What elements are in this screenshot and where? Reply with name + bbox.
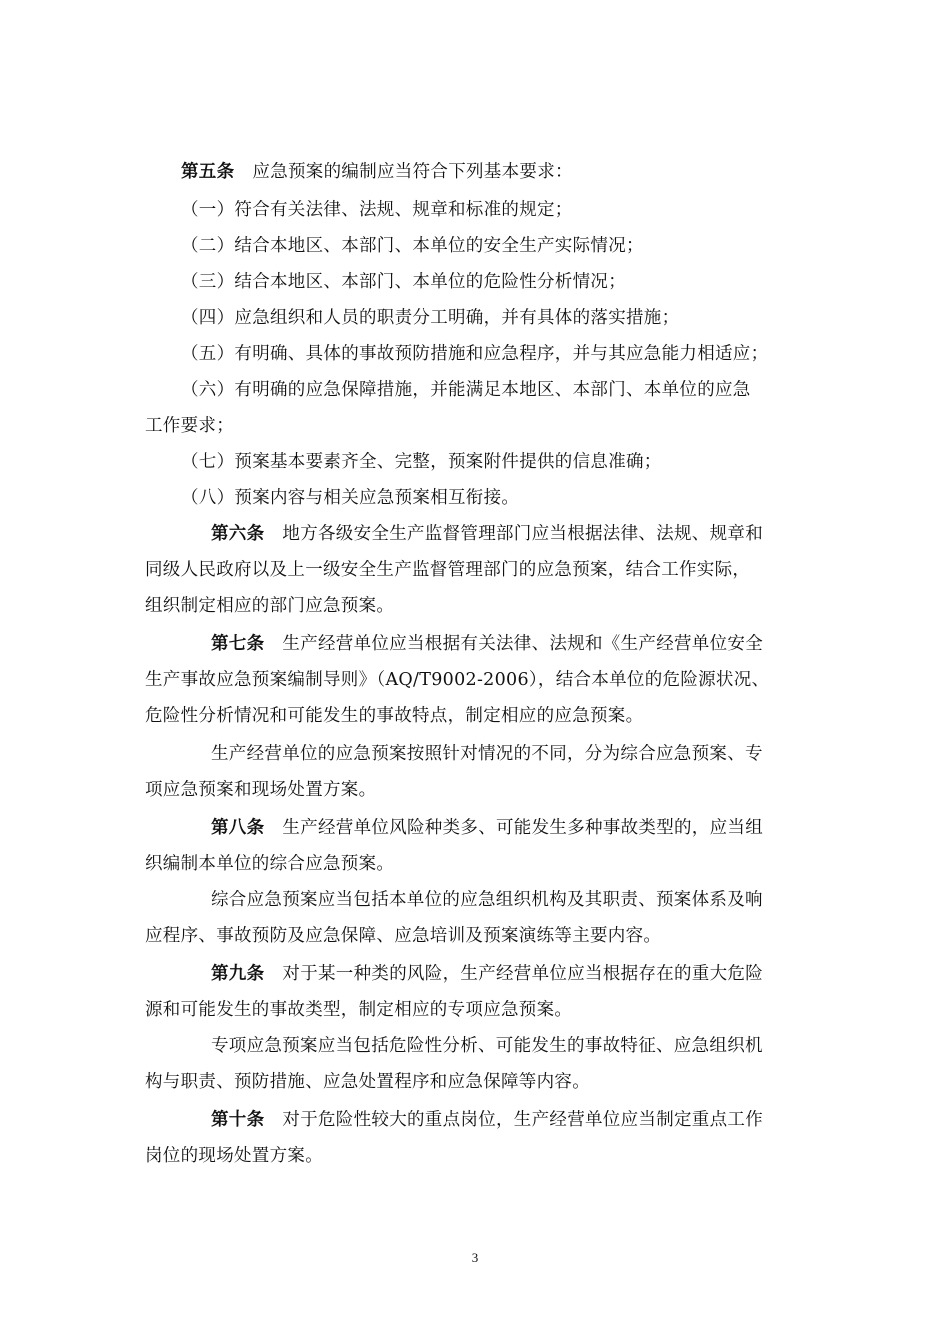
article-5-heading-line <box>181 161 846 183</box>
article-6-line-3: 组织制定相应的部门应急预案。 <box>145 596 395 616</box>
article-9-line-2: 源和可能发生的事故类型，制定相应的专项应急预案。 <box>145 1000 573 1020</box>
article-8-line-1 <box>211 817 876 839</box>
article-10-label: 第十条 <box>211 1110 265 1130</box>
article-8-line-2: 织编制本单位的综合应急预案。 <box>145 854 395 874</box>
article-5-item-6: （六）有明确的应急保障措施，并能满足本地区、本部门、本单位的应急 <box>181 380 751 400</box>
page-number: 3 <box>471 1250 479 1265</box>
article-9-line-1 <box>211 963 876 985</box>
article-8-text-1: 生产经营单位风险种类多、可能发生多种事故类型的，应当组 <box>282 818 764 838</box>
article-9-para-2-line-1: 专项应急预案应当包括危险性分析、可能发生的事故特征、应急组织机 <box>211 1036 763 1056</box>
article-6-line-2: 同级人民政府以及上一级安全生产监督管理部门的应急预案，结合工作实际， <box>145 560 751 580</box>
article-7-para-2-line-2: 项应急预案和现场处置方案。 <box>145 780 377 800</box>
article-9-text-1: 对于某一种类的风险，生产经营单位应当根据存在的重大危险 <box>282 964 764 984</box>
article-5-label: 第五条 <box>181 162 235 182</box>
article-5-item-4: （四）应急组织和人员的职责分工明确，并有具体的落实措施； <box>181 308 680 328</box>
article-8-para-2-line-1: 综合应急预案应当包括本单位的应急组织机构及其职责、预案体系及响 <box>211 890 763 910</box>
article-8-para-2-line-2: 应程序、事故预防及应急保障、应急培训及预案演练等主要内容。 <box>145 926 662 946</box>
article-9-para-2-line-2: 构与职责、预防措施、应急处置程序和应急保障等内容。 <box>145 1072 590 1092</box>
article-6-line-1 <box>211 523 876 545</box>
article-7-para-2-line-1: 生产经营单位的应急预案按照针对情况的不同，分为综合应急预案、专 <box>211 744 763 764</box>
article-5-text: 应急预案的编制应当符合下列基本要求： <box>252 162 573 182</box>
article-7-label: 第七条 <box>211 634 265 654</box>
article-10-line-2: 岗位的现场处置方案。 <box>145 1146 323 1166</box>
article-9-label: 第九条 <box>211 964 265 984</box>
article-5-item-3: （三）结合本地区、本部门、本单位的危险性分析情况； <box>181 272 626 292</box>
article-7-line-1 <box>211 633 876 655</box>
article-5-item-7: （七）预案基本要素齐全、完整，预案附件提供的信息准确； <box>181 452 662 472</box>
article-8-label: 第八条 <box>211 818 265 838</box>
article-5-item-6-cont: 工作要求； <box>145 416 234 436</box>
article-7-text-1: 生产经营单位应当根据有关法律、法规和《生产经营单位安全 <box>282 634 764 654</box>
article-5-item-2: （二）结合本地区、本部门、本单位的安全生产实际情况； <box>181 236 644 256</box>
article-6-text-1: 地方各级安全生产监督管理部门应当根据法律、法规、规章和 <box>282 524 764 544</box>
article-7-line-3: 危险性分析情况和可能发生的事故特点，制定相应的应急预案。 <box>145 706 644 726</box>
article-5-item-8: （八）预案内容与相关应急预案相互衔接。 <box>181 488 520 508</box>
article-10-line-1 <box>211 1109 876 1131</box>
article-5-item-1: （一）符合有关法律、法规、规章和标准的规定； <box>181 200 573 220</box>
article-5-item-5: （五）有明确、具体的事故预防措施和应急程序，并与其应急能力相适应； <box>181 344 769 364</box>
article-10-text-1: 对于危险性较大的重点岗位，生产经营单位应当制定重点工作 <box>282 1110 764 1130</box>
article-6-label: 第六条 <box>211 524 265 544</box>
article-7-line-2: 生产事故应急预案编制导则》（AQ/T9002-2006），结合本单位的危险源状况、 <box>145 670 770 690</box>
